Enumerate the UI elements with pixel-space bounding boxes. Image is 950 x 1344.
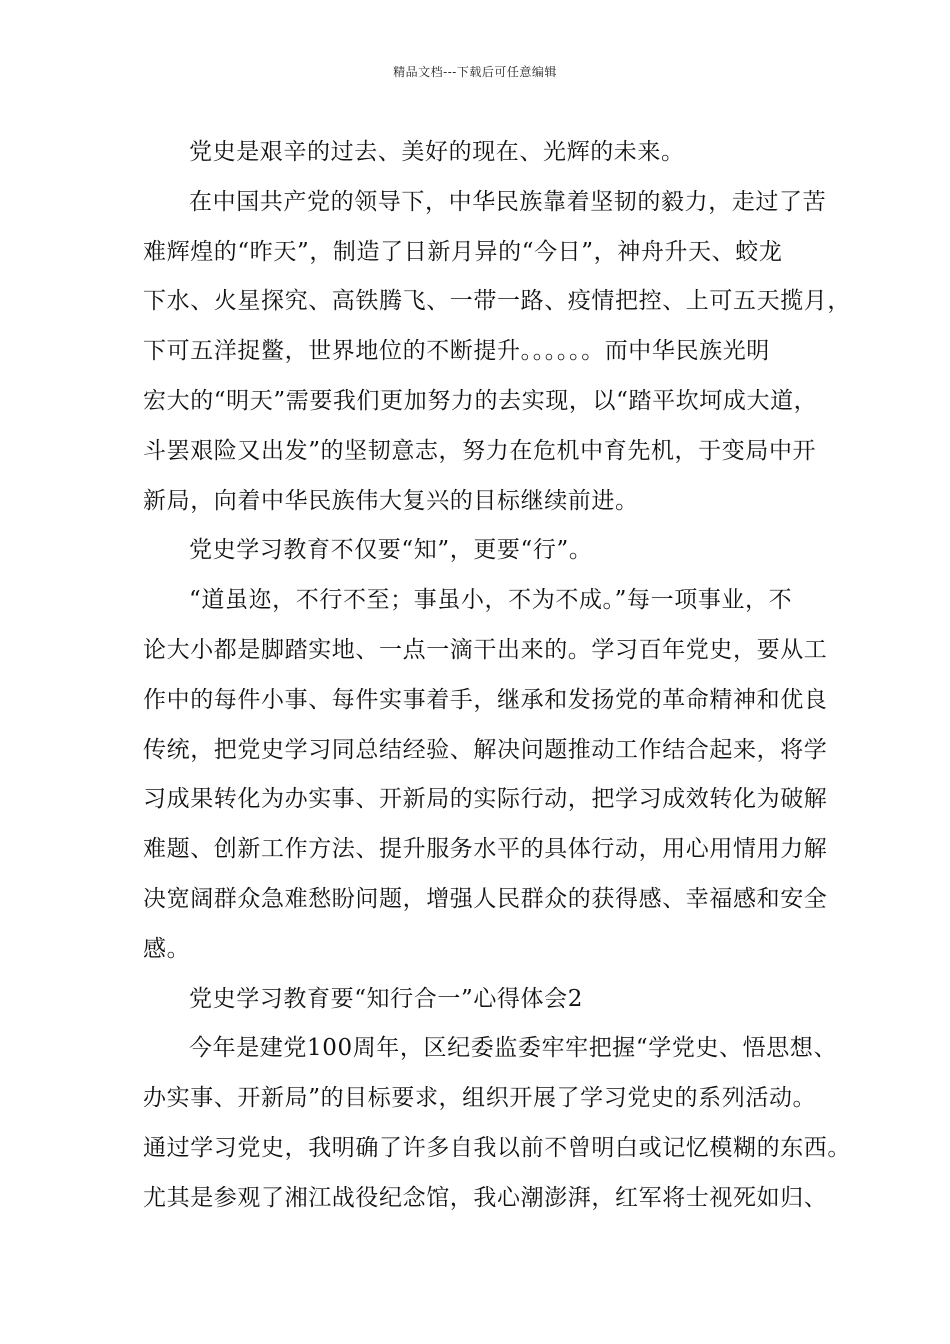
paragraph-line: 通过学习党史，我明确了许多自我以前不曾明白或记忆模糊的东西。	[143, 1134, 851, 1161]
paragraph-line: 作中的每件小事、每件实事着手，继承和发扬党的革命精神和优良	[143, 686, 828, 713]
paragraph-line: 传统，把党史学习同总结经验、解决问题推动工作结合起来，将学	[143, 736, 828, 763]
paragraph-line: 习成果转化为办实事、开新局的实际行动，把学习成效转化为破解	[143, 786, 828, 813]
document-body	[143, 128, 851, 1224]
paragraph-line: 难辉煌的“昨天”，制造了日新月异的“今日”，神舟升天、蛟龙	[143, 238, 783, 265]
paragraph-line: 下可五洋捉鳖，世界地位的不断提升。。。。。。而中华民族光明	[143, 338, 770, 365]
paragraph-line: 难题、创新工作方法、提升服务水平的具体行动，用心用情用力解	[143, 836, 828, 863]
paragraph-line: 斗罢艰险又出发”的坚韧意志，努力在危机中育先机，于变局中开	[143, 437, 817, 464]
paragraph-line: 尤其是参观了湘江战役纪念馆，我心潮澎湃，红军将士视死如归、	[143, 1184, 828, 1211]
paragraph-line: 感。	[143, 935, 191, 962]
paragraph-line: 今年是建党100周年，区纪委监委牢牢把握“学党史、悟思想、	[189, 1035, 838, 1062]
paragraph-line: 在中国共产党的领导下，中华民族靠着坚韧的毅力，走过了苦	[189, 188, 827, 215]
paragraph-line: 办实事、开新局”的目标要求，组织开展了学习党史的系列活动。	[143, 1085, 817, 1112]
page-header: 精品文档---下载后可任意编辑	[393, 65, 557, 79]
paragraph-line: 党史学习教育不仅要“知”，更要“行”。	[189, 537, 593, 564]
paragraph-line: 宏大的“明天”需要我们更加努力的去实现，以“踏平坎坷成大道，	[143, 387, 818, 414]
paragraph-line: 下水、火星探究、高铁腾飞、一带一路、疫情把控、上可五天揽月，	[143, 288, 851, 315]
paragraph-line: 党史是艰辛的过去、美好的现在、光辉的未来。	[189, 139, 685, 165]
section-heading: 党史学习教育要“知行合一”心得体会2	[189, 985, 583, 1012]
paragraph-line: “道虽迩，不行不至；事虽小，不为不成。”每一项事业，不	[189, 587, 793, 614]
paragraph-line: 决宽阔群众急难愁盼问题，增强人民群众的获得感、幸福感和安全	[143, 885, 828, 912]
paragraph-line: 新局，向着中华民族伟大复兴的目标继续前进。	[143, 487, 639, 514]
paragraph-line: 论大小都是脚踏实地、一点一滴干出来的。学习百年党史，要从工	[143, 636, 828, 663]
